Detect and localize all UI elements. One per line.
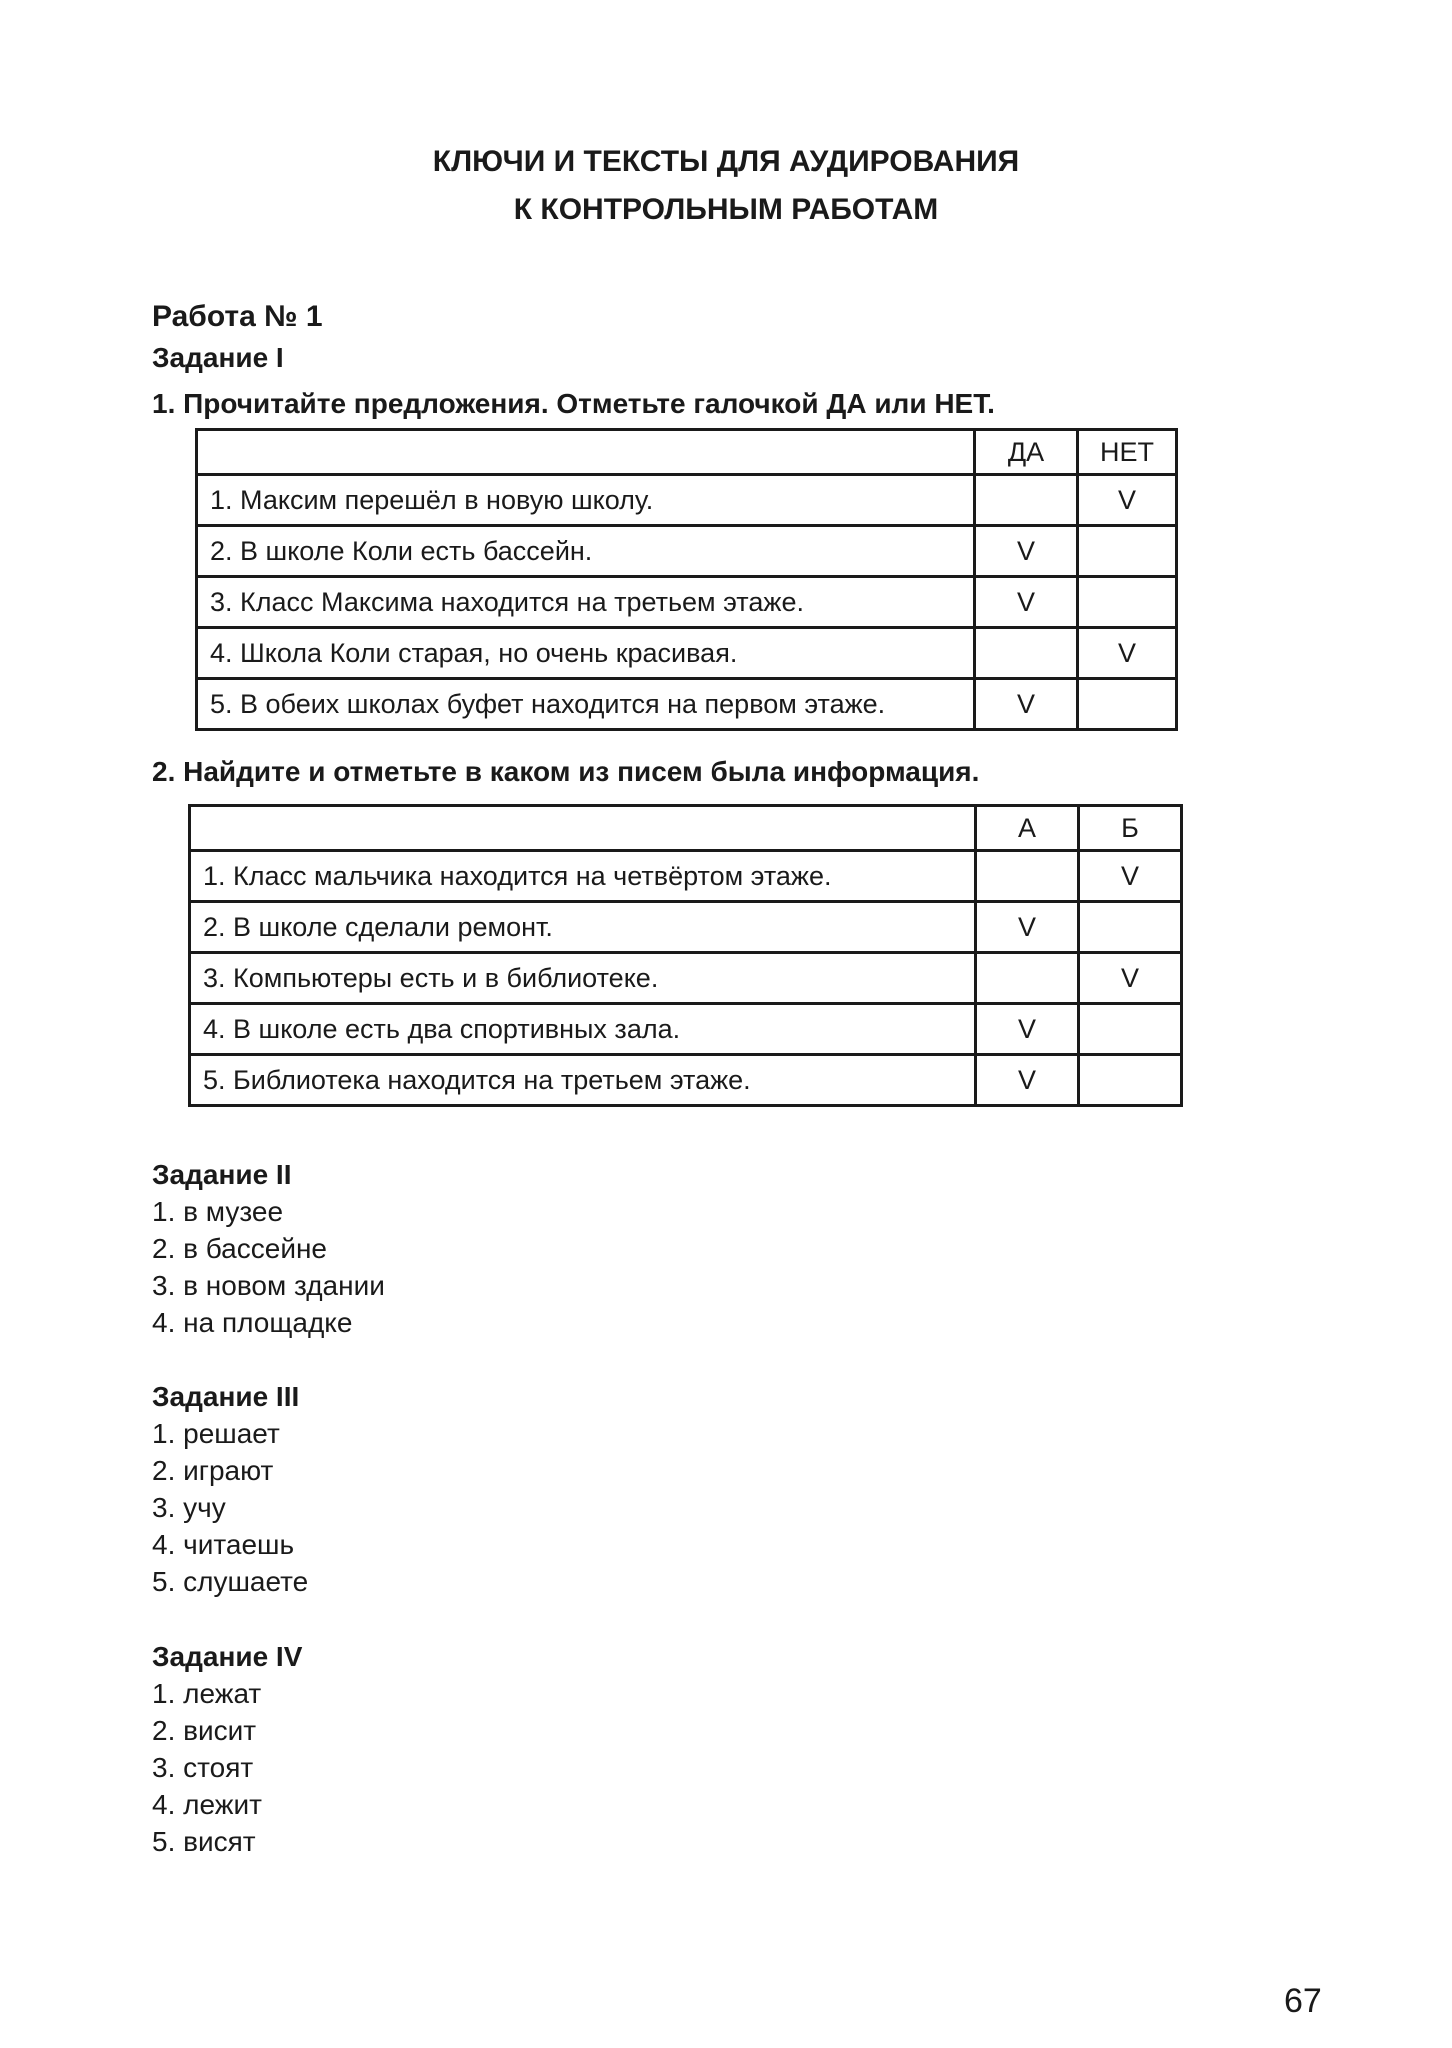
yes-mark-cell: V [975, 526, 1078, 577]
list-item: 1. решает [152, 1418, 280, 1449]
table-header-letter-a: А [976, 806, 1079, 851]
letter-a-mark-cell: V [976, 1004, 1079, 1055]
list-item: 5. висят [152, 1826, 256, 1857]
no-mark-cell: V [1078, 628, 1177, 679]
table-row [190, 1004, 1182, 1055]
statement-cell: 5. Библиотека находится на третьем этаже. [190, 1055, 976, 1106]
list-item: 3. учу [152, 1492, 226, 1523]
list-item: 1. лежат [152, 1678, 262, 1709]
letter-b-mark-cell: V [1079, 851, 1182, 902]
table-header-row [190, 806, 1182, 851]
letter-b-mark-cell [1079, 1055, 1182, 1106]
table-header-letter-b: Б [1079, 806, 1182, 851]
statement-cell: 3. Компьютеры есть и в библиотеке. [190, 953, 976, 1004]
list-item: 3. в новом здании [152, 1270, 385, 1301]
table-row [190, 902, 1182, 953]
letter-a-mark-cell: V [976, 1055, 1079, 1106]
letter-b-mark-cell: V [1079, 953, 1182, 1004]
question-2-table [188, 804, 1183, 1107]
table-row [197, 628, 1177, 679]
list-item: 4. на площадке [152, 1307, 353, 1338]
page-title-line-2: К КОНТРОЛЬНЫМ РАБОТАМ [513, 193, 939, 226]
no-mark-cell [1078, 577, 1177, 628]
statement-cell: 2. В школе Коли есть бассейн. [197, 526, 975, 577]
letter-b-mark-cell [1079, 902, 1182, 953]
yes-mark-cell [975, 475, 1078, 526]
table-row [197, 475, 1177, 526]
list-item: 5. слушаете [152, 1566, 309, 1597]
question-1-number: 1. [152, 388, 176, 419]
work-title: Работа № 1 [152, 300, 323, 333]
list-item: 3. стоят [152, 1752, 254, 1783]
table-row [190, 851, 1182, 902]
table-header-yes: ДА [975, 430, 1078, 475]
page-number: 67 [1284, 1982, 1322, 2020]
task-4-heading: Задание IV [152, 1641, 303, 1672]
list-item: 2. висит [152, 1715, 257, 1746]
list-item: 2. играют [152, 1455, 274, 1486]
task-4-answers [152, 1638, 302, 1860]
task-2-answers [152, 1156, 385, 1341]
statement-cell: 3. Класс Максима находится на третьем этаже. [197, 577, 975, 628]
table-header-empty [197, 430, 975, 475]
task-1-heading: Задание I [152, 342, 284, 373]
table-header-row [197, 430, 1177, 475]
statement-cell: 5. В обеих школах буфет находится на первом этаже. [197, 679, 975, 730]
list-item: 1. в музее [152, 1196, 284, 1227]
yes-mark-cell: V [975, 577, 1078, 628]
question-2-number: 2. [152, 756, 176, 787]
no-mark-cell [1078, 526, 1177, 577]
table-row [190, 1055, 1182, 1106]
no-mark-cell [1078, 679, 1177, 730]
table-row [197, 577, 1177, 628]
yes-mark-cell: V [975, 679, 1078, 730]
task-2-heading: Задание II [152, 1159, 292, 1190]
statement-cell: 4. В школе есть два спортивных зала. [190, 1004, 976, 1055]
list-item: 2. в бассейне [152, 1233, 327, 1264]
letter-a-mark-cell [976, 851, 1079, 902]
table-row [197, 526, 1177, 577]
letter-a-mark-cell [976, 953, 1079, 1004]
question-1-table [195, 428, 1178, 731]
yes-mark-cell [975, 628, 1078, 679]
question-2-text: Найдите и отметьте в каком из писем была информация. [183, 756, 980, 787]
question-2-instruction [152, 756, 979, 788]
statement-cell: 2. В школе сделали ремонт. [190, 902, 976, 953]
table-row [197, 679, 1177, 730]
list-item: 4. лежит [152, 1789, 262, 1820]
no-mark-cell: V [1078, 475, 1177, 526]
table-header-no: НЕТ [1078, 430, 1177, 475]
letter-b-mark-cell [1079, 1004, 1182, 1055]
page-title [0, 138, 1452, 234]
letter-a-mark-cell: V [976, 902, 1079, 953]
table-row [190, 953, 1182, 1004]
task-3-heading: Задание III [152, 1381, 300, 1412]
question-1-text: Прочитайте предложения. Отметьте галочкой ДА или НЕТ. [183, 388, 995, 419]
statement-cell: 1. Класс мальчика находится на четвёртом этаже. [190, 851, 976, 902]
list-item: 4. читаешь [152, 1529, 295, 1560]
task-3-answers [152, 1378, 308, 1600]
page-title-line-1: КЛЮЧИ И ТЕКСТЫ ДЛЯ АУДИРОВАНИЯ [432, 145, 1020, 178]
statement-cell: 1. Максим перешёл в новую школу. [197, 475, 975, 526]
question-1-instruction [152, 388, 995, 420]
table-header-empty [190, 806, 976, 851]
statement-cell: 4. Школа Коли старая, но очень красивая. [197, 628, 975, 679]
